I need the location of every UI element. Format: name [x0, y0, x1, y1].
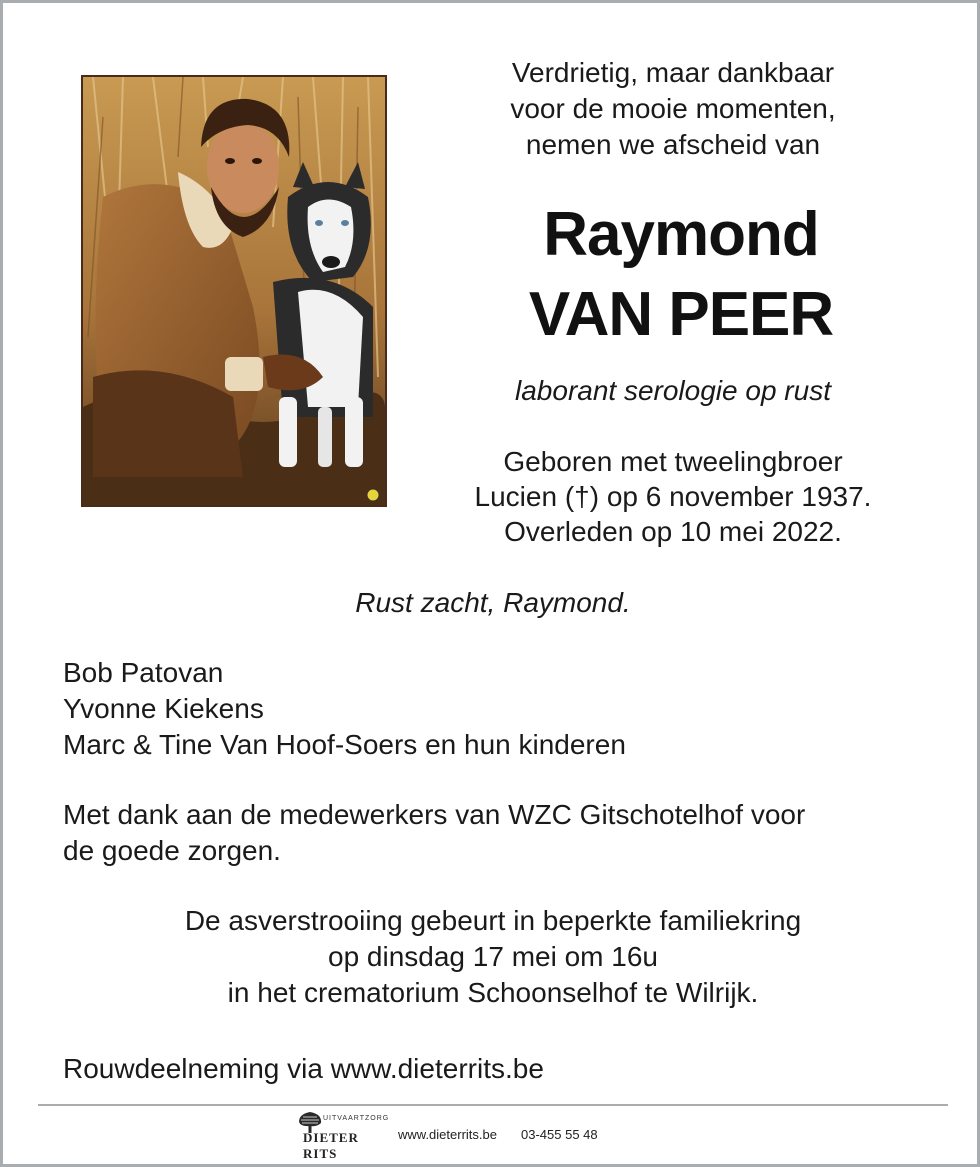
footer-phone: 03-455 55 48: [521, 1127, 598, 1142]
bio-line: Lucien (†) op 6 november 1937.: [474, 481, 872, 512]
deceased-name: [433, 195, 929, 355]
intro-line: Verdrietig, maar dankbaar: [511, 57, 835, 88]
ceremony-line: op dinsdag 17 mei om 16u: [328, 941, 658, 972]
last-name: VAN PEER: [528, 280, 834, 349]
memorial-photo: [81, 75, 387, 507]
funeral-home-logo: [293, 1111, 390, 1161]
intro-text: [433, 55, 913, 163]
thanks-line: de goede zorgen.: [63, 835, 281, 866]
farewell-message: Rust zacht, Raymond.: [355, 587, 631, 618]
intro-line: nemen we afscheid van: [525, 129, 821, 160]
ceremony-details: [3, 903, 980, 1011]
intro-line: voor de mooie momenten,: [510, 93, 836, 124]
ceremony-line: De asverstrooiing gebeurt in beperkte familiekring: [184, 905, 802, 936]
family-member: Yvonne Kiekens: [63, 693, 264, 724]
ceremony-line: in het crematorium Schoonselhof te Wilrijk.: [227, 977, 759, 1008]
logo-tagline: UITVAARTZORG: [323, 1115, 390, 1122]
bio-line: Overleden op 10 mei 2022.: [504, 516, 842, 547]
condolence-note: Rouwdeelneming via www.dieterrits.be: [63, 1053, 544, 1084]
footer-website[interactable]: www.dieterrits.be: [398, 1127, 497, 1142]
footer: [293, 1111, 713, 1161]
footer-divider: [38, 1104, 948, 1106]
thanks-message: [63, 797, 923, 869]
thanks-line: Met dank aan de medewerkers van WZC Gitschotelhof voor: [63, 799, 806, 830]
bio-line: Geboren met tweelingbroer: [503, 446, 843, 477]
family-list: [63, 655, 923, 763]
first-name: Raymond: [543, 200, 819, 269]
logo-name: DIETER RITS: [303, 1130, 359, 1161]
family-member: Marc & Tine Van Hoof-Soers en hun kinderen: [63, 729, 626, 760]
family-member: Bob Patovan: [63, 657, 224, 688]
occupation: laborant serologie op rust: [515, 375, 831, 406]
life-dates: [433, 444, 913, 549]
